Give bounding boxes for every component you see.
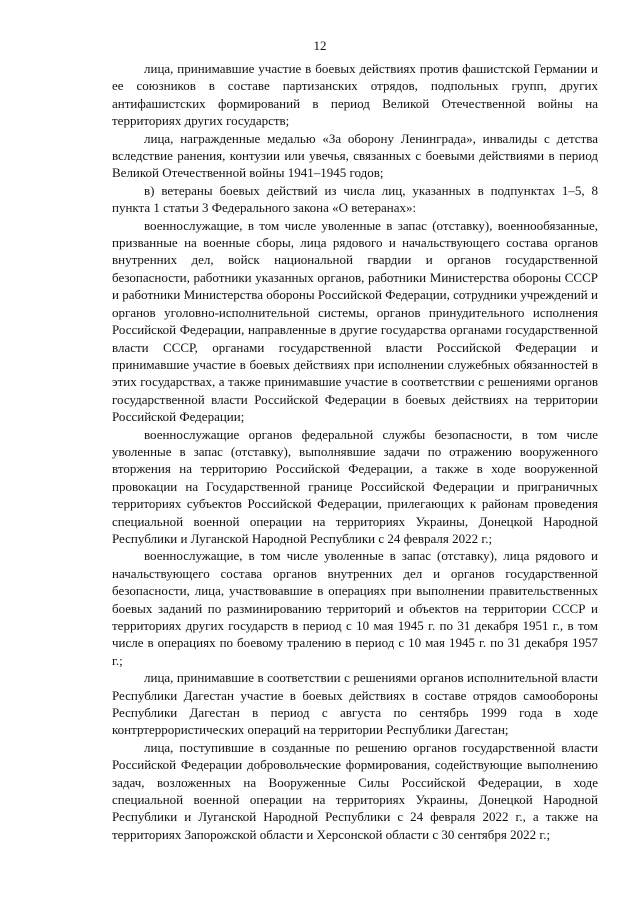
paragraph: лица, награжденные медалью «За оборону Ленинграда», инвалиды с детства вследствие ранения, контузии или увечья, связанных с боевыми действиями в период Великой Отечественной войны 1941–1945 годов; — [112, 130, 598, 181]
paragraph: лица, принимавшие в соответствии с решениями органов исполнительной власти Республики Дагестан участие в боевых действиях в составе отрядов самообороны Республики Дагестан в период с августа по сентябрь 1999 года в ходе контртеррористических операций на территории Республики Дагестан; — [112, 670, 598, 738]
paragraph: лица, поступившие в созданные по решению органов государственной власти Российской Федерации добровольческие формирования, содействующие выполнению задач, возложенных на Вооруженные Силы Российской Федерации, в ходе специальной военной операции на территориях Украины, Донецкой Народной Республики и Луганской Народной Республики с 24 февраля 2022 г., а также на территориях Запорожской области и Херсонской области с 30 сентября 2022 г.; — [112, 739, 598, 842]
paragraph: военнослужащие, в том числе уволенные в запас (отставку), лица рядового и начальствующего состава органов внутренних дел и органов государственной безопасности, лица, участвовавшие в операциях при выполнении правительственных боевых заданий по разминированию территорий и объектов на территории СССР и территориях других государств в период с 10 мая 1945 г. по 31 декабря 1951 г., в том числе в операциях по боевому тралению в период с 10 мая 1945 г. по 31 декабря 1957 г.; — [112, 548, 598, 668]
paragraph: военнослужащие органов федеральной службы безопасности, в том числе уволенные в запас (отставку), выполнявшие задачи по отражению вооруженного вторжения на территорию Российской Федерации, а также в ходе вооруженной провокации на Государственной границе Российской Федерации и приграничных территориях субъектов Российской Федерации, прилегающих к районам проведения специальной военной операции на территориях Украины, Донецкой Народной Республики и Луганской Народной Республики с 24 февраля 2022 г.; — [112, 426, 598, 546]
paragraph: военнослужащие, в том числе уволенные в запас (отставку), военнообязанные, призванные на военные сборы, лица рядового и начальствующего состава органов внутренних дел, войск национальной гвардии и органов государственной безопасности, работники указанных органов, работники Министерства обороны СССР и работники Министерства обороны Российской Федерации, сотрудники учреждений и органов уголовно-исполнительной системы, органов принудительного исполнения Российской Федерации, направленные в другие государства органами государственной власти СССР, органами государственной власти Российской Федерации и принимавшие участие в боевых действиях при исполнении служебных обязанностей в этих государствах, а также принимавшие участие в соответствии с решениями органов государственной власти Российской Федерации в боевых действиях на территории Российской Федерации; — [112, 217, 598, 425]
page-number: 12 — [313, 38, 327, 53]
paragraph: в) ветераны боевых действий из числа лиц, указанных в подпунктах 1–5, 8 пункта 1 статьи 3 Федерального закона «О ветеранах»: — [112, 182, 598, 216]
paragraph: лица, принимавшие участие в боевых действиях против фашистской Германии и ее союзников в составе партизанских отрядов, подпольных групп, других антифашистских формирований в период Великой Отечественной войны на территориях других государств; — [112, 61, 598, 129]
document-body — [112, 60, 598, 843]
